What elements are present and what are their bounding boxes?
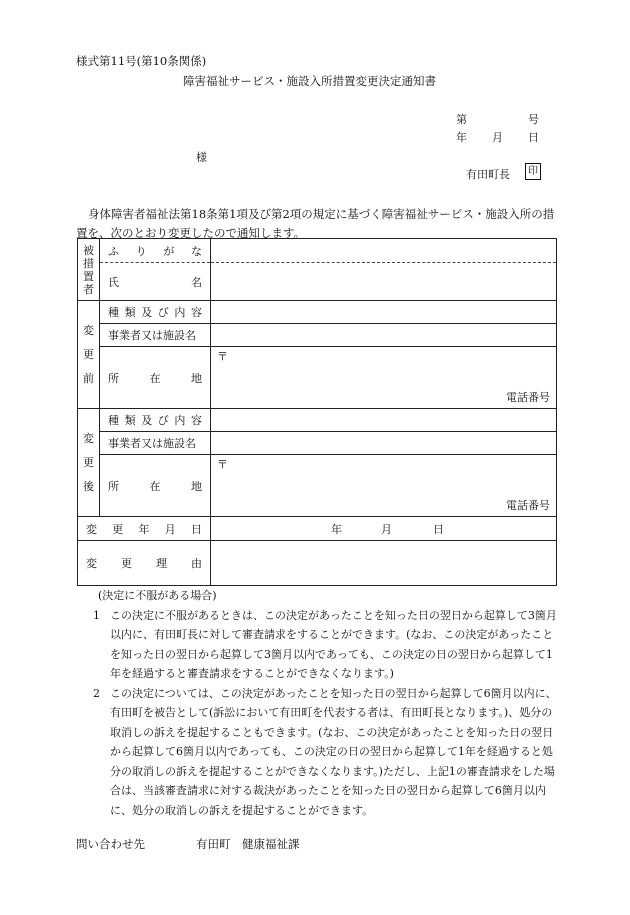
before-group-label: 変 更 前 [78, 301, 100, 409]
after-kind-value[interactable] [211, 409, 557, 432]
person-group-label: 被 措 置 者 [78, 239, 100, 301]
document-title: 障害福祉サービス・施設入所措置変更決定通知書 [183, 74, 436, 88]
before-provider-value[interactable] [211, 324, 557, 347]
change-date-month: 月 [381, 522, 392, 536]
change-date-year: 年 [331, 522, 342, 536]
addressee-honorific: 様 [196, 151, 207, 164]
seal-box: 印 [525, 163, 541, 180]
tel-label: 電話番号 [506, 499, 550, 512]
after-provider-value[interactable] [211, 432, 557, 455]
after-address-value[interactable] [211, 455, 557, 517]
change-date-label: 変 更 年 月 日 [78, 517, 211, 541]
date-month: 月 [492, 131, 503, 144]
before-address-label: 所 在 地 [100, 347, 211, 409]
change-reason-label: 変 更 理 由 [78, 541, 211, 586]
postal-mark: 〒 [217, 350, 228, 363]
appeal-notes [76, 586, 560, 820]
before-address-value[interactable] [211, 347, 557, 409]
before-kind-value[interactable] [211, 301, 557, 324]
issuer-title: 有田町長 [466, 168, 510, 181]
change-reason-value[interactable] [211, 541, 557, 586]
postal-mark: 〒 [217, 458, 228, 471]
decision-table [77, 238, 557, 586]
contact-label: 問い合わせ先 [76, 837, 145, 851]
after-provider-label: 事業者又は施設名 [100, 432, 211, 455]
after-address-label: 所 在 地 [100, 455, 211, 517]
after-group-label: 変 更 後 [78, 409, 100, 517]
date-day: 日 [528, 131, 539, 144]
furigana-value[interactable] [211, 239, 557, 263]
furigana-label: ふ り が な [100, 239, 211, 263]
date-year: 年 [456, 131, 467, 144]
notes-heading: (決定に不服がある場合) [98, 589, 217, 602]
before-kind-label: 種 類 及 び 内 容 [100, 301, 211, 324]
name-value[interactable] [211, 263, 557, 301]
intro-paragraph: 身体障害者福祉法第18条第1項及び第2項の規定に基づく障害福祉サービス・施設入所の措置を、次のとおり変更したので通知します。 [76, 207, 555, 240]
name-label: 氏 名 [100, 263, 211, 301]
form-number: 様式第11号(第10条関係) [76, 54, 207, 68]
contact-value: 有田町 健康福祉課 [196, 837, 300, 851]
tel-label: 電話番号 [506, 391, 550, 404]
note-item: 1 この決定に不服があるときは、この決定があったことを知った日の翌日から起算して3箇月以内に、有田町長に対して審査請求をすることができます。(なお、この決定があったことを知った日の翌日から起算して3箇月以内であっても、この決定の日の翌日から起算して1年を経過すると審査請求をすることができなくなります。) [93, 608, 557, 680]
number-prefix: 第 [456, 113, 467, 126]
note-item: 2 この決定については、この決定があったことを知った日の翌日から起算して6箇月以内に、有田町を被告として(訴訟において有田町を代表する者は、有田町長となります。)、処分の取消しの訴えを提起することもできます。(なお、この決定があったことを知った日の翌日から起算して6箇月以内であっても、この決定の日の翌日から起算して1年を経過すると処分の取消しの訴えを提起することができなくなります。)ただし、上記1の審査請求をした場合は、当該審査請求に対する裁決があったことを知った日の翌日から起算して6箇月以内に、処分の取消しの訴えを提起することができます。 [93, 686, 557, 817]
after-kind-label: 種 類 及 び 内 容 [100, 409, 211, 432]
change-date-value[interactable] [211, 517, 557, 541]
number-suffix: 号 [528, 113, 539, 126]
before-provider-label: 事業者又は施設名 [100, 324, 211, 347]
change-date-day: 日 [433, 522, 444, 536]
